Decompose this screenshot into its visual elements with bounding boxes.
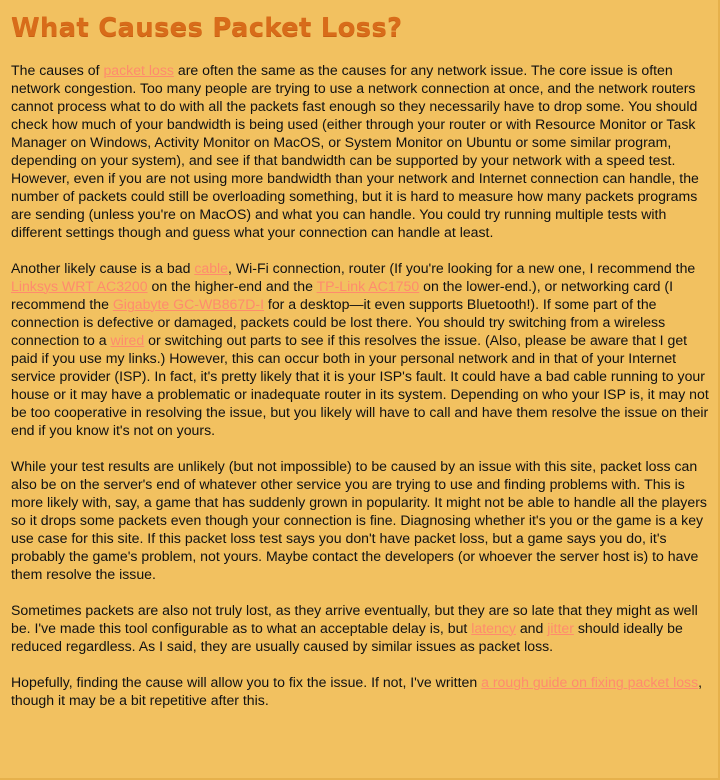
paragraph-3: [11, 457, 711, 583]
paragraph-5: [11, 673, 711, 709]
inline-link[interactable]: Gigabyte GC-WB867D-I: [112, 296, 265, 312]
paragraph-text: The causes of: [11, 62, 104, 78]
paragraph-text: on the higher-end and the: [147, 278, 317, 294]
paragraph-4: [11, 601, 711, 655]
paragraph-text: or switching out parts to see if this resolves the issue. (Also, please be aware that I get paid if you use my links.) However, this can occur both in your personal network and in that of your Internet service provider (ISP). In fact, it's pretty likely that it is your ISP's fault. It could have a bad cable running to your house or it may have a problematic or inadequate router in its system. Depending on who your ISP is, it may not be too cooperative in resolving the issue, but you likely will have to call and have them resolve the issue on their end if you know it's not on yours.: [11, 332, 709, 438]
inline-link[interactable]: a rough guide on fixing packet loss: [481, 674, 699, 690]
paragraph-text: Another likely cause is a bad: [11, 260, 195, 276]
paragraph-text: should ideally be reduced regardless. As I said, they are usually caused by similar issues as packet loss.: [11, 620, 683, 654]
inline-link[interactable]: jitter: [547, 620, 574, 636]
paragraph-text: , though it may be a bit repetitive after this.: [11, 674, 703, 708]
paragraph-text: on the lower-end.), or networking card (I recommend the: [11, 278, 674, 312]
paragraph-2: [11, 259, 711, 439]
paragraph-text: for a desktop—it even supports Bluetooth!). If some part of the connection is defective or damaged, packets could be lost there. You should try switching from a wireless connection to a: [11, 296, 666, 348]
paragraph-1: [11, 61, 711, 241]
inline-link[interactable]: TP-Link AC1750: [316, 278, 420, 294]
paragraph-text: and: [515, 620, 548, 636]
inline-link[interactable]: cable: [194, 260, 229, 276]
inline-link[interactable]: Linksys WRT AC3200: [11, 278, 148, 294]
page-title: What Causes Packet Loss?: [11, 13, 403, 43]
inline-link[interactable]: latency: [471, 620, 516, 636]
paragraph-text: are often the same as the causes for any network issue. The core issue is often network congestion. Too many people are trying to use a network connection at once, and the network routers cannot process what to do with all the packets fast enough so they necessarily have to drop some. You should check how much of your bandwidth is being used (either through your router or with Resource Monitor or Task Manager on Windows, Activity Monitor on MacOS, or System Monitor on Ubuntu or some similar program, depending on your system), and see if that bandwidth can be supported by your network with a speed test. However, even if you are not using more bandwidth than your network and Internet connection can handle, the number of packets could still be overloading something, but it is hard to measure how many packets programs are sending (unless you're on MacOS) and what you can handle. You could try running multiple tests with different settings though and guess what your connection can handle at least.: [11, 62, 699, 240]
paragraph-text: , Wi-Fi connection, router (If you're looking for a new one, I recommend the: [228, 260, 696, 276]
paragraph-text: Sometimes packets are also not truly lost, as they arrive eventually, but they are so late that they might as well be. I've made this tool configurable as to what an acceptable delay is, but: [11, 602, 698, 636]
inline-link[interactable]: packet loss: [103, 62, 174, 78]
paragraph-text: While your test results are unlikely (but not impossible) to be caused by an issue with this site, packet loss can also be on the server's end of whatever other service you are trying to use and finding problems with. This is more likely with, say, a game that has suddenly grown in popularity. It might not be able to handle all the players so it drops some packets even though your connection is fine. Diagnosing whether it's you or the game is a key use case for this site. If this packet loss test says you don't have packet loss, but a game says you do, it's probably the game's problem, not yours. Maybe contact the developers (or whoever the server host is) to have them resolve the issue.: [11, 458, 707, 582]
article-body: [11, 61, 711, 727]
paragraph-text: Hopefully, finding the cause will allow you to fix the issue. If not, I've written: [11, 674, 482, 690]
inline-link[interactable]: wired: [110, 332, 145, 348]
